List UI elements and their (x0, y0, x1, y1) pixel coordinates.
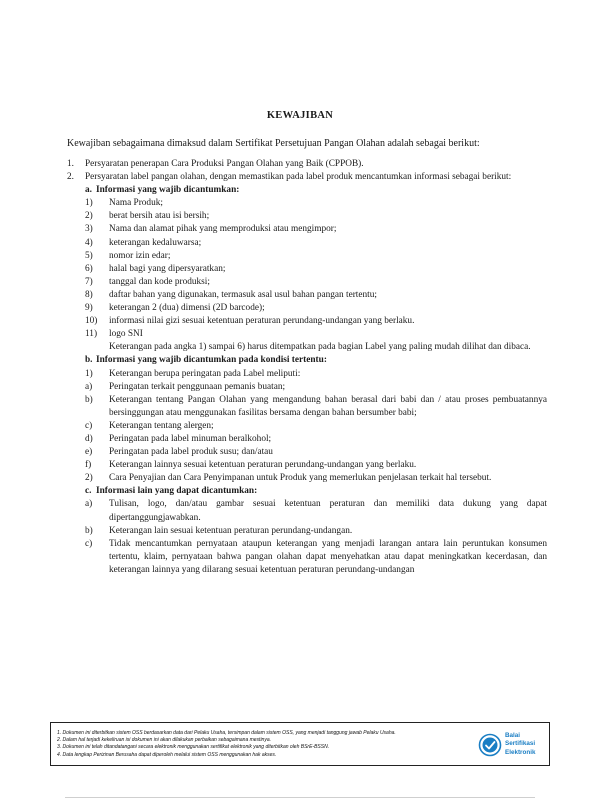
logo-line: Sertifikasi (505, 740, 536, 748)
list-item (85, 289, 547, 302)
item-text: daftar bahan yang digunakan, termasuk asal usul bahan pangan tertentu; (109, 289, 377, 300)
item-number: b) (85, 525, 93, 536)
item-number: 2) (85, 211, 93, 222)
bottom-divider (65, 797, 535, 798)
item-number: c) (85, 420, 93, 431)
footer-note: 1. Dokumen ini diterbitkan sistem OSS berdasarkan data dari Pelaku Usaha, tersimpan dalam sistem OSS, yang menjadi tanggung jawab Pelaku Usaha. (57, 730, 396, 736)
document-title: KEWAJIBAN (266, 110, 334, 121)
list-item (85, 538, 547, 577)
item-number: 1. (67, 159, 74, 169)
section-title: Informasi yang wajib dicantumkan: (96, 185, 240, 196)
section-letter: a. (85, 185, 92, 196)
list-item (85, 302, 547, 315)
item-number: b) (85, 394, 93, 405)
list-item (85, 420, 547, 433)
bsre-seal-icon (478, 733, 502, 757)
item-text: Tulisan, logo, dan/atau gambar sesuai ketentuan peraturan dan memiliki data dukung yang dapat dipertanggungjawabkan. (109, 499, 547, 523)
list-item (85, 498, 547, 524)
list-item (85, 250, 547, 263)
item-number: 1) (85, 368, 93, 379)
item-number: 4) (85, 237, 93, 248)
list-item (67, 158, 547, 171)
item-number: 2. (67, 172, 74, 183)
section-heading-c (85, 485, 547, 498)
logo-line: Elektronik (505, 748, 536, 756)
item-text: Keterangan tentang Pangan Olahan yang mengandung bahan berasal dari babi dan / atau proses pembuatannya bersinggungan atau menggunakan fasilitas bersama dengan bahan bersumber babi; (109, 394, 547, 418)
intro-paragraph: Kewajiban sebagaimana dimaksud dalam Sertifikat Persetujuan Pangan Olahan adalah sebagai berikut: (67, 138, 480, 149)
item-text: Cara Penyajian dan Cara Penyimpanan untuk Produk yang memerlukan penjelasan terkait hal tersebut. (109, 473, 492, 484)
list-item (85, 328, 547, 341)
item-number: 10) (85, 316, 98, 327)
item-number: a) (85, 381, 93, 392)
item-text: Nama Produk; (109, 198, 163, 209)
list-item (85, 459, 547, 472)
section-letter: b. (85, 355, 93, 366)
footer-note: 4. Data lengkap Perizinan Berusaha dapat diperoleh melalui sistem OSS menggunakan hak akses. (57, 751, 277, 758)
item-text: Persyaratan penerapan Cara Produksi Pangan Olahan yang Baik (CPPOB). (85, 159, 364, 169)
list-item (85, 263, 547, 276)
list-item (85, 525, 547, 538)
item-text: berat bersih atau isi bersih; (109, 211, 210, 222)
item-number: 8) (85, 289, 93, 300)
section-heading-a (85, 184, 547, 197)
item-text: Nama dan alamat pihak yang memproduksi atau mengimpor; (109, 224, 337, 235)
list-item (85, 381, 547, 394)
item-number: 2) (85, 473, 93, 484)
item-text: halal bagi yang dipersyaratkan; (109, 263, 226, 274)
footer-notes-box (50, 722, 550, 766)
list-item (85, 368, 547, 381)
item-text: Keterangan berupa peringatan pada Label meliputi: (109, 368, 301, 379)
item-number: 6) (85, 263, 93, 274)
item-text: Keterangan tentang alergen; (109, 420, 214, 431)
item-text: Keterangan lainnya sesuai ketentuan peraturan perundang-undangan yang berlaku. (109, 460, 417, 471)
list-item (85, 223, 547, 236)
item-text: keterangan 2 (dua) dimensi (2D barcode); (109, 303, 265, 314)
item-number: 11) (85, 329, 98, 340)
list-item (85, 446, 547, 459)
item-text: informasi nilai gizi sesuai ketentuan peraturan perundang-undangan yang berlaku. (109, 316, 415, 327)
list-item (85, 197, 547, 210)
list-item (85, 433, 547, 446)
list-item (85, 237, 547, 250)
list-item (85, 394, 547, 420)
item-number: f) (85, 460, 92, 471)
item-text: Peringatan terkait penggunaan pemanis buatan; (109, 381, 286, 392)
footer-note: 2. Dalam hal terjadi kekeliruan isi dokumen ini akan dilakukan perbaikan sebagaimana mestinya. (57, 737, 272, 744)
bsre-logo (478, 729, 548, 761)
logo-line: Balai (505, 732, 521, 739)
item-text: logo SNI (109, 329, 143, 340)
item-number: 3) (85, 224, 93, 235)
logo-text (505, 732, 535, 757)
section-title: Informasi lain yang dapat dicantumkan: (96, 486, 258, 497)
item-number: 1) (85, 198, 93, 209)
item-number: 9) (85, 303, 93, 314)
item-text: Peringatan pada label produk susu; dan/atau (109, 447, 273, 458)
footer-notes (57, 730, 457, 759)
obligations-list (67, 158, 547, 577)
item-number: d) (85, 433, 93, 444)
footer-note: 3. Dokumen ini telah ditandatangani secara elektronik menggunakan sertifikat elektronik yang diterbitkan oleh BSrE-BSSN. (57, 744, 330, 751)
item-number: e) (85, 447, 93, 458)
list-item (85, 315, 547, 328)
item-text: Tidak mencantumkan pernyataan ataupun keterangan yang menjadi larangan antara lain peruntukan konsumen tertentu, klaim, pernyataan bahwa pangan olahan dapat menyehatkan atau dapat meningkatkan kecerdasan, dan keterangan lainnya yang dilarang sesuai ketentuan peraturan perundang-undangan (109, 538, 547, 575)
item-text: Keterangan lain sesuai ketentuan peraturan perundang-undangan. (109, 525, 353, 536)
list-item (67, 171, 547, 184)
list-item (85, 472, 547, 485)
item-text: tanggal dan kode produksi; (109, 276, 210, 287)
item-number: c) (85, 538, 93, 549)
item-text: keterangan kedaluwarsa; (109, 237, 202, 248)
item-number: 5) (85, 250, 93, 261)
section-heading-b (85, 354, 547, 367)
section-letter: c. (85, 486, 92, 497)
item-number: 7) (85, 276, 93, 287)
list-item (85, 276, 547, 289)
section-title: Informasi yang wajib dicantumkan pada kondisi tertentu: (96, 355, 327, 366)
item-text: Peringatan pada label minuman beralkohol; (109, 433, 272, 444)
item-number: a) (85, 499, 93, 510)
item-text: nomor izin edar; (109, 250, 171, 261)
section-a-note: Keterangan pada angka 1) sampai 6) harus ditempatkan pada bagian Label yang paling mudah dilihat dan dibaca. (109, 342, 531, 353)
list-item (85, 210, 547, 223)
item-text: Persyaratan label pangan olahan, dengan memastikan pada label produk mencantumkan informasi sebagai berikut: (85, 172, 512, 183)
